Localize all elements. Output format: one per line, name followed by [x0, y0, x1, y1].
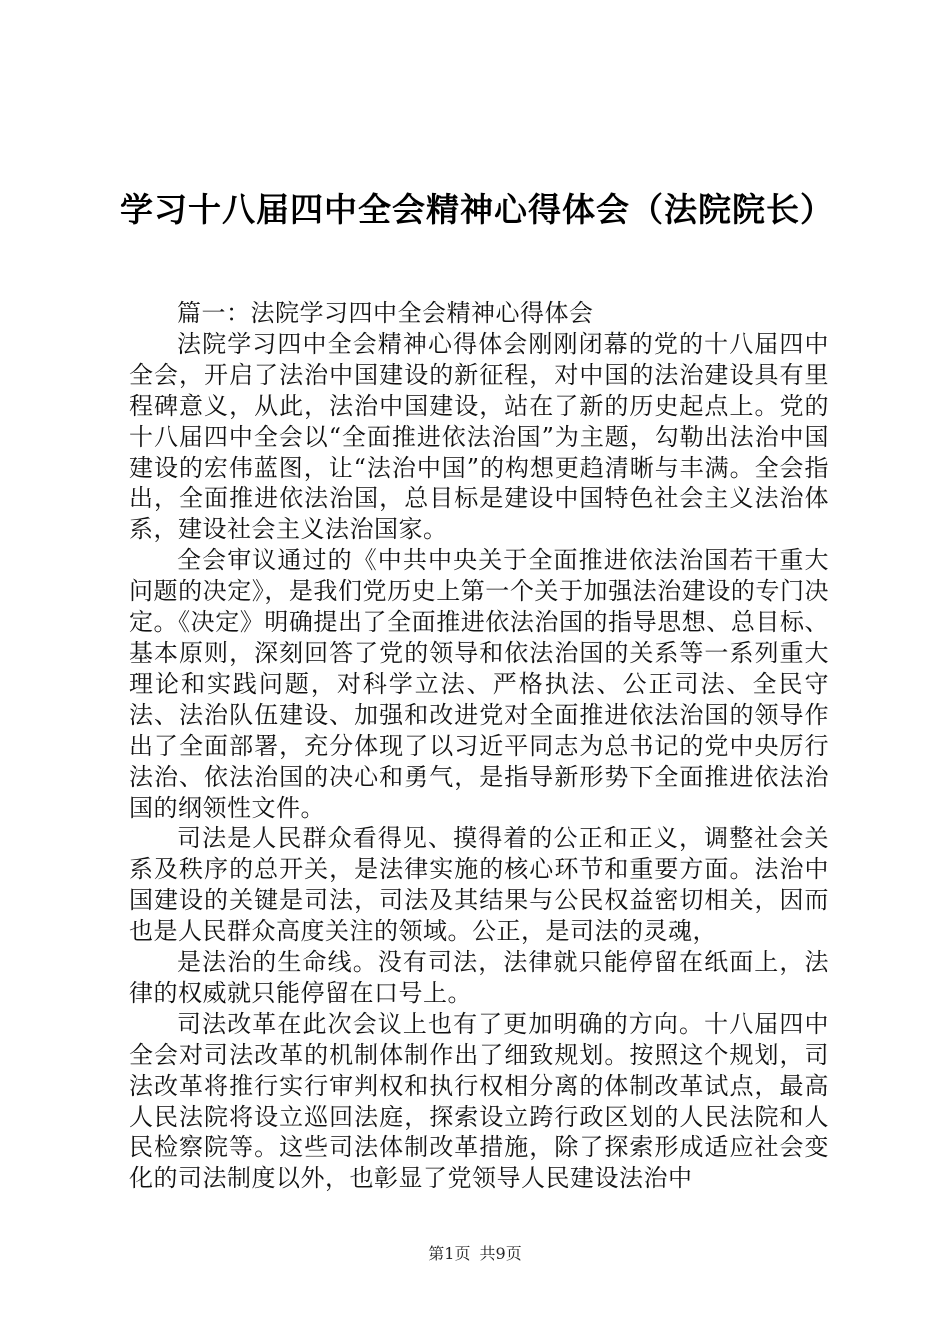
- body-paragraph: 法院学习四中全会精神心得体会刚刚闭幕的党的十八届四中全会，开启了法治中国建设的新征程，对中国的法治建设具有里程碑意义，从此，法治中国建设，站在了新的历史起点上。党的十八届四中全会以“全面推进依法治国”为主题，勾勒出法治中国建设的宏伟蓝图，让“法治中国”的构想更趋清晰与丰满。全会指出，全面推进依法治国，总目标是建设中国特色社会主义法治体系，建设社会主义法治国家。: [129, 329, 829, 544]
- body-paragraph: 司法是人民群众看得见、摸得着的公正和正义，调整社会关系及秩序的总开关，是法律实施的核心环节和重要方面。法治中国建设的关键是司法，司法及其结果与公民权益密切相关，因而也是人民群众高度关注的领域。公正，是司法的灵魂，: [129, 824, 829, 946]
- total-page-count: 共9页: [479, 1244, 522, 1263]
- current-page-number: 第1页: [428, 1244, 471, 1263]
- body-paragraph: 全会审议通过的《中共中央关于全面推进依法治国若干重大问题的决定》，是我们党历史上第一个关于加强法治建设的专门决定。《决定》明确提出了全面推进依法治国的指导思想、总目标、基本原则，深刻回答了党的领导和依法治国的关系等一系列重大理论和实践问题，对科学立法、严格执法、公正司法、全民守法、法治队伍建设、加强和改进党对全面推进依法治国的领导作出了全面部署，充分体现了以习近平同志为总书记的党中央厉行法治、依法治国的决心和勇气，是指导新形势下全面推进依法治国的纲领性文件。: [129, 546, 829, 822]
- section-heading: 篇一：法院学习四中全会精神心得体会: [177, 299, 594, 327]
- document-body: [129, 298, 829, 1194]
- document-title: 学习十八届四中全会精神心得体会（法院院长）: [120, 190, 834, 229]
- body-paragraph: 司法改革在此次会议上也有了更加明确的方向。十八届四中全会对司法改革的机制体制作出了细致规划。按照这个规划，司法改革将推行实行审判权和执行权相分离的体制改革试点，最高人民法院将设立巡回法庭，探索设立跨行政区划的人民法院和人民检察院等。这些司法体制改革措施，除了探索形成适应社会变化的司法制度以外，也彰显了党领导人民建设法治中: [129, 1009, 829, 1193]
- page-footer: [0, 1244, 950, 1264]
- body-paragraph: 是法治的生命线。没有司法，法律就只能停留在纸面上，法律的权威就只能停留在口号上。: [129, 948, 829, 1007]
